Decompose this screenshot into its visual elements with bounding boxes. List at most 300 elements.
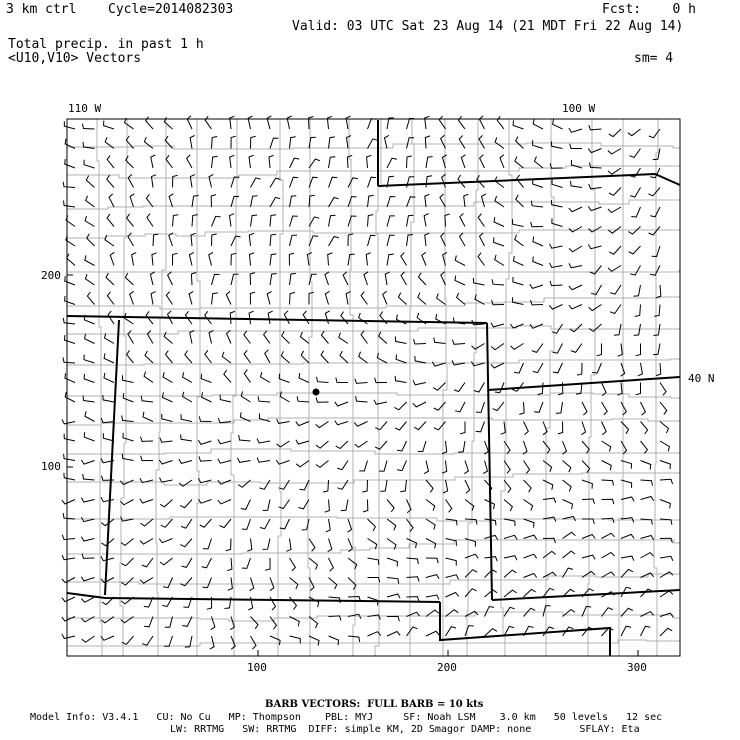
wind-barb <box>290 216 298 227</box>
wind-barb <box>446 500 452 513</box>
wind-barb <box>109 194 114 207</box>
wind-barb <box>250 273 255 285</box>
wind-barb <box>211 617 215 630</box>
wind-barb <box>543 572 556 577</box>
wind-barb <box>398 293 406 305</box>
wind-barb <box>159 460 172 464</box>
wind-barb <box>551 141 562 148</box>
wind-barb <box>87 292 94 305</box>
wind-barb <box>190 136 195 149</box>
wind-barb <box>270 178 281 187</box>
wind-barb <box>290 137 296 149</box>
wind-barb <box>212 234 217 246</box>
wind-barb <box>122 636 134 644</box>
wind-barb <box>126 156 134 168</box>
wind-barb <box>64 473 75 480</box>
wind-barb <box>316 398 328 403</box>
wind-barb <box>355 379 368 384</box>
county-line <box>67 143 680 149</box>
wind-barb <box>635 305 641 317</box>
wind-barb <box>569 246 582 252</box>
wind-barb <box>516 195 524 207</box>
wind-barb <box>309 117 314 130</box>
wind-barb <box>368 139 378 149</box>
wind-barb <box>552 218 563 226</box>
wind-barb <box>62 634 75 638</box>
wind-barb <box>263 539 270 550</box>
wind-barb <box>85 334 95 344</box>
wind-barb <box>530 284 543 288</box>
wind-barb <box>122 375 133 382</box>
wind-barb <box>153 234 159 246</box>
wind-barb <box>514 256 524 266</box>
wind-barb <box>199 416 211 421</box>
wind-barb <box>413 380 426 384</box>
wind-barb <box>397 461 406 471</box>
county-line <box>67 230 680 238</box>
wind-barb <box>543 538 555 543</box>
wind-barb <box>387 216 395 227</box>
wind-barb <box>187 116 192 129</box>
wind-barb <box>346 116 351 129</box>
wind-barb <box>494 237 504 246</box>
wind-barb <box>189 291 193 304</box>
wind-barb <box>641 497 654 501</box>
wind-barb <box>150 272 154 285</box>
wind-barb <box>368 177 377 187</box>
wind-barb <box>617 383 622 396</box>
wind-barb <box>660 461 670 470</box>
wind-barb <box>458 116 465 129</box>
wind-barb <box>551 200 562 207</box>
wind-barb <box>289 253 294 265</box>
wind-barb <box>212 274 220 285</box>
wind-barb <box>581 422 585 435</box>
wind-barb <box>130 194 134 207</box>
wind-barb <box>602 422 607 435</box>
wind-barb <box>329 558 334 571</box>
wind-barb <box>270 215 276 227</box>
lon-label-100w: 100 W <box>562 102 596 115</box>
field-title-precip: Total precip. in past 1 h <box>8 37 204 52</box>
wind-barb <box>107 175 114 187</box>
wind-barb <box>533 119 543 129</box>
wind-barb <box>203 539 212 549</box>
wind-barb <box>238 458 251 463</box>
wind-barb <box>482 194 486 207</box>
wind-barb <box>191 233 196 246</box>
wind-barb <box>249 311 254 324</box>
state-line-ne-ks <box>488 377 680 390</box>
wind-barb <box>443 480 448 493</box>
wind-barb <box>86 196 95 207</box>
x-tick-label-300: 300 <box>627 661 647 674</box>
wind-barb <box>492 300 504 305</box>
wind-barb <box>483 461 487 474</box>
wind-barb <box>348 197 357 207</box>
wind-barb <box>316 422 329 428</box>
wind-barb <box>446 575 459 579</box>
wind-barb <box>121 558 133 566</box>
wind-barb <box>81 537 94 541</box>
wind-barb <box>327 116 332 129</box>
wind-barb <box>582 499 595 504</box>
wind-barb <box>231 177 239 188</box>
wind-barb <box>163 392 173 402</box>
wind-barb <box>570 324 582 332</box>
wind-barb <box>182 558 193 567</box>
wind-barb <box>141 519 154 526</box>
wind-barb <box>414 422 426 430</box>
wind-barb <box>550 244 563 248</box>
wind-barb <box>446 610 459 617</box>
wind-barb <box>226 539 231 551</box>
wind-barb <box>543 461 552 472</box>
wind-barb <box>571 344 582 353</box>
wind-barb <box>485 629 497 636</box>
wind-barb <box>424 214 429 227</box>
county-line <box>97 119 102 656</box>
wind-barb <box>407 118 415 129</box>
wind-barb <box>290 177 299 187</box>
wind-barb <box>425 116 430 129</box>
wind-barb <box>590 266 602 275</box>
wind-barb <box>464 194 469 207</box>
wind-barb <box>359 313 368 324</box>
wind-barb <box>268 311 273 324</box>
wind-barb <box>270 274 277 285</box>
wind-barb <box>335 421 348 425</box>
wind-barb <box>368 119 377 129</box>
wind-barb <box>472 344 485 350</box>
wind-barb <box>282 331 290 343</box>
wind-barb <box>65 159 75 168</box>
wind-barb <box>303 311 309 324</box>
wind-barb <box>198 499 211 503</box>
wind-barb <box>190 331 195 344</box>
wind-barb <box>513 219 524 226</box>
wind-barb <box>325 272 329 285</box>
wind-barb <box>602 480 614 486</box>
wind-barb <box>107 214 114 227</box>
wind-barb <box>230 214 235 227</box>
wind-barb <box>127 214 134 227</box>
y-tick-label-200: 200 <box>41 269 61 282</box>
wind-barb <box>387 616 399 621</box>
wind-barb <box>161 519 173 527</box>
wind-barb <box>608 149 621 155</box>
wind-barb <box>569 285 582 290</box>
wind-barb <box>290 158 300 168</box>
wind-barb <box>67 254 75 266</box>
wind-barb <box>309 539 315 552</box>
wind-barb <box>269 155 274 168</box>
wind-barb <box>465 519 477 525</box>
wind-barb <box>524 535 537 539</box>
wind-barb <box>263 500 270 511</box>
wind-barb <box>394 402 406 410</box>
wind-barb <box>146 194 153 207</box>
wind-barb <box>660 441 670 451</box>
county-line <box>67 326 680 334</box>
wind-barb <box>110 252 114 265</box>
wind-barb <box>65 296 75 305</box>
wind-barb <box>251 215 258 227</box>
wind-barb <box>387 500 394 513</box>
wind-barb <box>582 402 587 415</box>
wind-barb <box>63 182 75 188</box>
wind-barb <box>231 196 239 207</box>
wind-barb <box>163 578 172 588</box>
wind-barb <box>159 539 172 543</box>
wind-barb <box>629 246 641 254</box>
wind-barb <box>348 519 352 532</box>
wind-barb <box>321 331 328 344</box>
wind-barb <box>141 456 153 461</box>
wind-barb <box>300 332 309 343</box>
wind-barb <box>407 235 414 247</box>
wind-barb <box>85 411 95 421</box>
wind-barb <box>290 196 297 207</box>
wind-barb <box>609 188 621 196</box>
wind-barb <box>257 458 270 463</box>
wind-barb <box>169 194 173 207</box>
wind-barb <box>517 175 524 188</box>
wind-barb <box>290 235 298 246</box>
wind-barb <box>362 480 367 492</box>
wind-barb <box>299 500 310 509</box>
wind-barb <box>270 636 280 645</box>
wind-barb <box>610 305 621 314</box>
wind-barb <box>230 116 235 129</box>
wind-barb <box>387 158 397 168</box>
wind-barb <box>83 142 95 149</box>
wind-barb <box>277 441 290 447</box>
wind-barb <box>497 116 504 129</box>
wind-barb <box>396 354 406 363</box>
wind-barb <box>258 396 270 402</box>
wind-barb <box>533 179 543 188</box>
wind-barb <box>173 175 178 187</box>
wind-barb <box>125 118 134 129</box>
wind-barb <box>231 253 236 265</box>
wind-barb <box>455 276 465 285</box>
wind-barb <box>374 400 387 405</box>
wind-barb <box>407 539 417 549</box>
wind-barb <box>367 155 372 168</box>
wind-barb <box>465 554 478 558</box>
wind-barb <box>368 195 374 207</box>
wind-barb <box>571 181 583 188</box>
wind-barb <box>120 500 133 505</box>
wind-barb <box>203 578 212 588</box>
wind-barb <box>621 569 633 577</box>
wind-barb <box>660 556 673 561</box>
wind-barb <box>513 277 524 285</box>
wind-barb <box>244 370 250 383</box>
wind-barb <box>660 479 673 484</box>
wind-barb <box>650 266 660 276</box>
wind-barb <box>151 155 156 168</box>
wind-barb <box>641 536 654 540</box>
county-line <box>443 119 447 656</box>
wind-barb <box>512 297 523 304</box>
wind-barb <box>160 478 173 483</box>
wind-barb <box>102 476 115 481</box>
wind-barb <box>387 632 400 637</box>
wind-barb <box>260 519 270 529</box>
wind-barb <box>62 500 75 505</box>
wind-barb <box>636 344 641 356</box>
wind-barb <box>534 157 543 169</box>
wind-barb <box>141 396 153 402</box>
wind-barb <box>609 129 621 137</box>
county-line <box>67 473 680 485</box>
wind-barb <box>495 177 504 188</box>
wind-barb <box>500 155 504 168</box>
county-line <box>375 119 381 656</box>
x-tick-label-100: 100 <box>247 661 267 674</box>
wind-barb <box>433 383 445 391</box>
wind-barb <box>407 215 414 226</box>
wind-barb <box>484 441 488 454</box>
wind-barb <box>563 441 567 454</box>
wind-barb <box>257 439 270 444</box>
wind-barb <box>589 184 602 189</box>
wind-barb <box>265 558 270 570</box>
wind-barb <box>368 519 376 531</box>
wind-barb <box>641 422 648 435</box>
wind-barb <box>660 402 667 415</box>
wind-barb <box>191 273 196 286</box>
wind-barb <box>407 156 412 168</box>
wind-barb <box>375 378 387 383</box>
wind-barb <box>164 636 173 646</box>
wind-barb <box>81 498 94 502</box>
field-title-vectors: <U10,V10> Vectors <box>8 51 142 66</box>
wind-barb <box>458 175 465 188</box>
wind-barb <box>452 340 465 345</box>
wind-barb <box>242 558 251 568</box>
wind-barb <box>128 174 133 187</box>
wind-barb <box>501 422 506 435</box>
wind-barb <box>533 363 543 373</box>
wind-barb <box>479 135 485 148</box>
wind-barb <box>202 392 212 402</box>
city-dot-marker <box>313 389 320 396</box>
wind-barb <box>476 402 485 412</box>
wind-barb <box>631 207 640 217</box>
wind-barb <box>504 535 517 539</box>
wind-barb <box>65 373 75 382</box>
wind-barb <box>582 441 589 454</box>
wind-barb <box>63 513 75 519</box>
wind-barb <box>385 135 389 148</box>
wind-barb <box>218 418 231 423</box>
wind-barb <box>64 434 75 441</box>
wind-barb <box>418 293 426 305</box>
wind-barb <box>212 216 221 226</box>
county-line <box>67 359 680 365</box>
wind-barb <box>261 372 271 382</box>
wind-barb <box>65 276 75 285</box>
wind-barb <box>146 117 153 129</box>
wind-barb <box>81 460 94 464</box>
wind-barb <box>426 519 435 530</box>
wind-barb <box>407 177 415 188</box>
county-line <box>231 119 237 656</box>
wind-barb <box>608 168 621 174</box>
wind-barb <box>299 373 309 382</box>
wind-barb <box>401 253 407 266</box>
x-tick-label-200: 200 <box>437 661 457 674</box>
wind-barb <box>251 178 261 188</box>
wind-barb <box>185 636 192 647</box>
wind-barb <box>325 291 329 304</box>
wind-barb <box>107 155 114 168</box>
wind-barb <box>465 480 470 493</box>
wind-barb <box>62 597 75 602</box>
wind-barb <box>491 323 504 327</box>
county-line <box>67 418 680 425</box>
wind-barb <box>552 179 563 187</box>
wind-barb <box>524 422 529 435</box>
wind-barb <box>270 254 276 266</box>
wind-barb <box>296 422 309 426</box>
wind-barb <box>82 636 95 642</box>
wind-barb <box>152 253 157 266</box>
wind-barb <box>321 351 329 363</box>
wind-barb <box>524 500 533 511</box>
wind-barb <box>248 116 252 129</box>
wind-barb <box>478 253 485 266</box>
wind-barb <box>534 402 543 412</box>
wind-barb <box>87 234 95 246</box>
wind-barb <box>200 519 212 527</box>
wind-barb <box>123 393 133 402</box>
wind-barb <box>649 227 661 236</box>
wind-barb <box>290 597 297 610</box>
wind-barb <box>348 636 360 642</box>
wind-barb <box>166 292 172 305</box>
wind-barb <box>209 174 213 187</box>
wind-barb <box>660 628 672 636</box>
wind-barb <box>465 570 477 578</box>
wind-barb <box>395 422 407 431</box>
wind-barb <box>241 391 250 402</box>
wind-barb <box>163 372 173 382</box>
wind-barb <box>654 324 661 336</box>
wind-barb <box>543 480 553 490</box>
wind-barb <box>230 155 235 168</box>
wind-barb <box>141 437 154 442</box>
wind-barb <box>205 116 211 129</box>
wind-barb <box>515 235 524 246</box>
wind-barb <box>169 233 173 246</box>
wind-barb <box>401 272 407 285</box>
wind-barb <box>276 460 289 464</box>
wind-barb <box>201 374 211 383</box>
wind-barb <box>348 216 356 227</box>
wind-barb <box>85 274 94 285</box>
state-line-south <box>67 593 440 602</box>
wind-barb <box>281 351 289 363</box>
wind-barb <box>202 558 212 568</box>
wind-barb <box>142 636 153 645</box>
county-line <box>156 119 166 656</box>
wind-barb <box>641 553 654 558</box>
wind-barb <box>84 160 95 168</box>
